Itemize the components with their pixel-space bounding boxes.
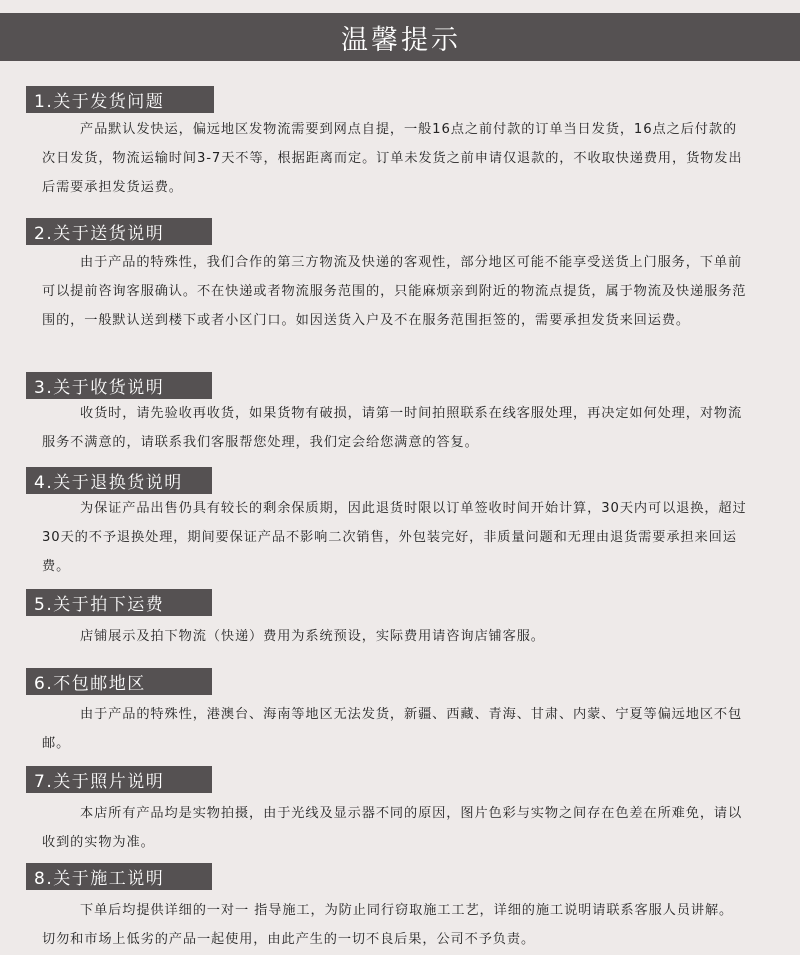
section-7-heading: 7.关于照片说明 — [26, 766, 212, 793]
section-2-heading: 2.关于送货说明 — [26, 218, 212, 245]
section-7-body: 本店所有产品均是实物拍摄，由于光线及显示器不同的原因，图片色彩与实物之间存在色差在所难免，请以收到的实物为准。 — [42, 806, 743, 850]
title-banner — [0, 13, 800, 61]
section-3-heading: 3.关于收货说明 — [26, 372, 212, 399]
section-1-heading: 1.关于发货问题 — [26, 86, 214, 113]
section-5-heading: 5.关于拍下运费 — [26, 589, 212, 616]
section-8-body: 下单后均提供详细的一对一 指导施工，为防止同行窃取施工工艺，详细的施工说明请联系客服人员讲解。切勿和市场上低劣的产品一起使用，由此产生的一切不良后果，公司不予负责。 — [42, 903, 734, 947]
section-8-heading: 8.关于施工说明 — [26, 863, 212, 890]
section-4-body: 为保证产品出售仍具有较长的剩余保质期，因此退货时限以订单签收时间开始计算，30天内可以退换，超过30天的不予退换处理，期间要保证产品不影响二次销售，外包装完好，非质量问题和无理由退货需要承担来回运费。 — [42, 501, 747, 574]
section-5-body: 店铺展示及拍下物流（快递）费用为系统预设，实际费用请咨询店铺客服。 — [80, 629, 545, 644]
section-6-heading: 6.不包邮地区 — [26, 668, 212, 695]
section-6-body: 由于产品的特殊性，港澳台、海南等地区无法发货，新疆、西藏、青海、甘肃、内蒙、宁夏等偏远地区不包邮。 — [42, 707, 743, 751]
section-3-body: 收货时，请先验收再收货，如果货物有破损，请第一时间拍照联系在线客服处理，再决定如何处理，对物流服务不满意的，请联系我们客服帮您处理，我们定会给您满意的答复。 — [42, 406, 743, 450]
page-title: 温馨提示 — [341, 24, 461, 56]
section-2-body: 由于产品的特殊性，我们合作的第三方物流及快递的客观性，部分地区可能不能享受送货上门服务，下单前可以提前咨询客服确认。不在快递或者物流服务范围的，只能麻烦亲到附近的物流点提货，属于物流及快递服务范围的，一般默认送到楼下或者小区门口。如因送货入户及不在服务范围拒签的，需要承担发货来回运费。 — [42, 255, 747, 328]
section-1-body: 产品默认发快运，偏远地区发物流需要到网点自提，一般16点之前付款的订单当日发货，16点之后付款的次日发货，物流运输时间3-7天不等，根据距离而定。订单未发货之前申请仅退款的，不收取快递费用，货物发出后需要承担发货运费。 — [42, 122, 743, 195]
section-4-heading: 4.关于退换货说明 — [26, 467, 212, 494]
